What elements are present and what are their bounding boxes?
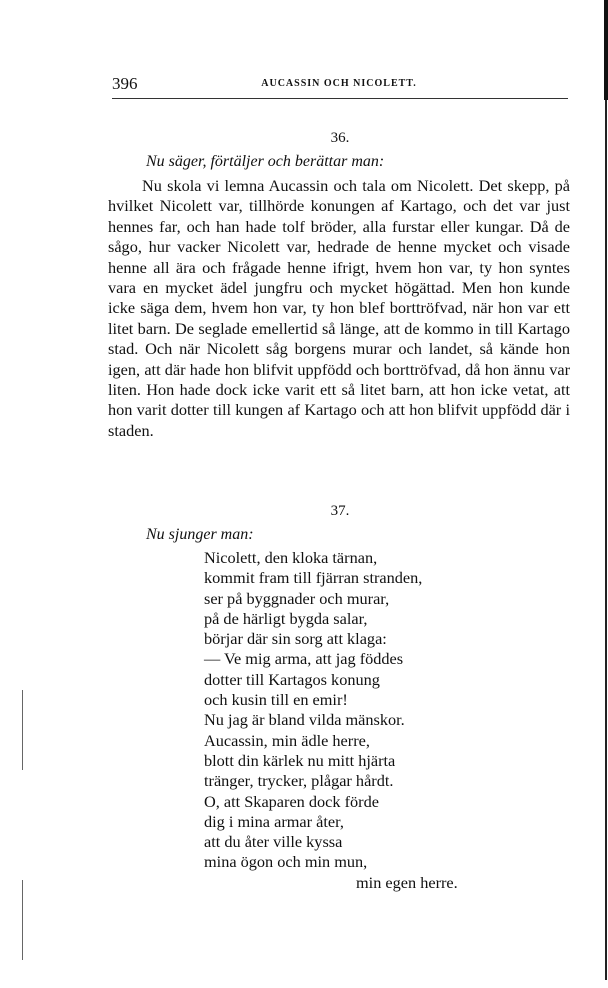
verse-block xyxy=(204,548,458,893)
page-edge-line xyxy=(605,100,607,980)
page-edge-shadow xyxy=(604,0,608,100)
verse-line: O, att Skaparen dock förde xyxy=(204,791,379,811)
verse-line: mina ögon och min mun, xyxy=(204,852,368,872)
verse-line: dotter till Kartagos konung xyxy=(204,669,380,689)
running-title: AUCASSIN OCH NICOLETT. xyxy=(261,78,417,89)
verse-line: Aucassin, min ädle herre, xyxy=(204,730,370,750)
verse-line: på de härligt bygda salar, xyxy=(204,608,368,628)
verse-line: börjar där sin sorg att klaga: xyxy=(204,629,387,649)
verse-line: kommit fram till fjärran stranden, xyxy=(204,568,423,588)
verse-line: tränger, trycker, plågar hårdt. xyxy=(204,771,394,791)
verse-line: att du åter ville kyssa xyxy=(204,832,343,852)
verse-line: och kusin till en emir! xyxy=(204,690,348,710)
header-rule xyxy=(112,98,568,99)
verse-line: ser på byggnader och murar, xyxy=(204,588,390,608)
section-heading-37: Nu sjunger man: xyxy=(146,526,254,543)
prose-paragraph: Nu skola vi lemna Aucassin och tala om Nicolett. Det skepp, på hvilket Nicolett var, tillhörde konungen af Kartago, och det var just hennes far, och han hade tolf bröder, alla furstar eller kungar. Då de sågo, hur vacker Nicolett var, hedrade de henne mycket och visade henne all ära och frågade henne ifrigt, hvem hon var, ty hon syntes vara en mycket ädel jungfru och mycket högättad. Men hon kunde icke säga dem, hvem hon var, ty hon blef borttröfvad, när hon var ett litet barn. De seglade emellertid så länge, att de kommo in till Kartago stad. Och när Nicolett såg borgens murar och landet, så kände hon igen, att där hade hon blifvit uppfödd och borttröfvad, då hon ännu var liten. Hon hade dock icke varit ett så litet barn, att hon icke vetat, att hon varit dotter till kungen af Kartago och att hon blifvit uppfödd där i staden. xyxy=(108,176,570,440)
verse-line: Nu jag är bland vilda mänskor. xyxy=(204,710,405,730)
verse-line: dig i mina armar åter, xyxy=(204,811,344,831)
page-header xyxy=(112,74,566,94)
scan-margin-mark xyxy=(22,880,23,960)
verse-line: blott din kärlek nu mitt hjärta xyxy=(204,750,396,770)
section-number-36: 36. xyxy=(330,130,350,146)
verse-line: — Ve mig arma, att jag föddes xyxy=(204,649,404,669)
verse-line-final: min egen herre. xyxy=(356,872,458,892)
page-number: 396 xyxy=(112,74,138,93)
scan-margin-mark xyxy=(22,690,23,770)
section-number-37: 37. xyxy=(330,503,350,519)
section-heading-36: Nu säger, förtäljer och berättar man: xyxy=(146,153,385,170)
verse-line: Nicolett, den kloka tärnan, xyxy=(204,548,378,567)
